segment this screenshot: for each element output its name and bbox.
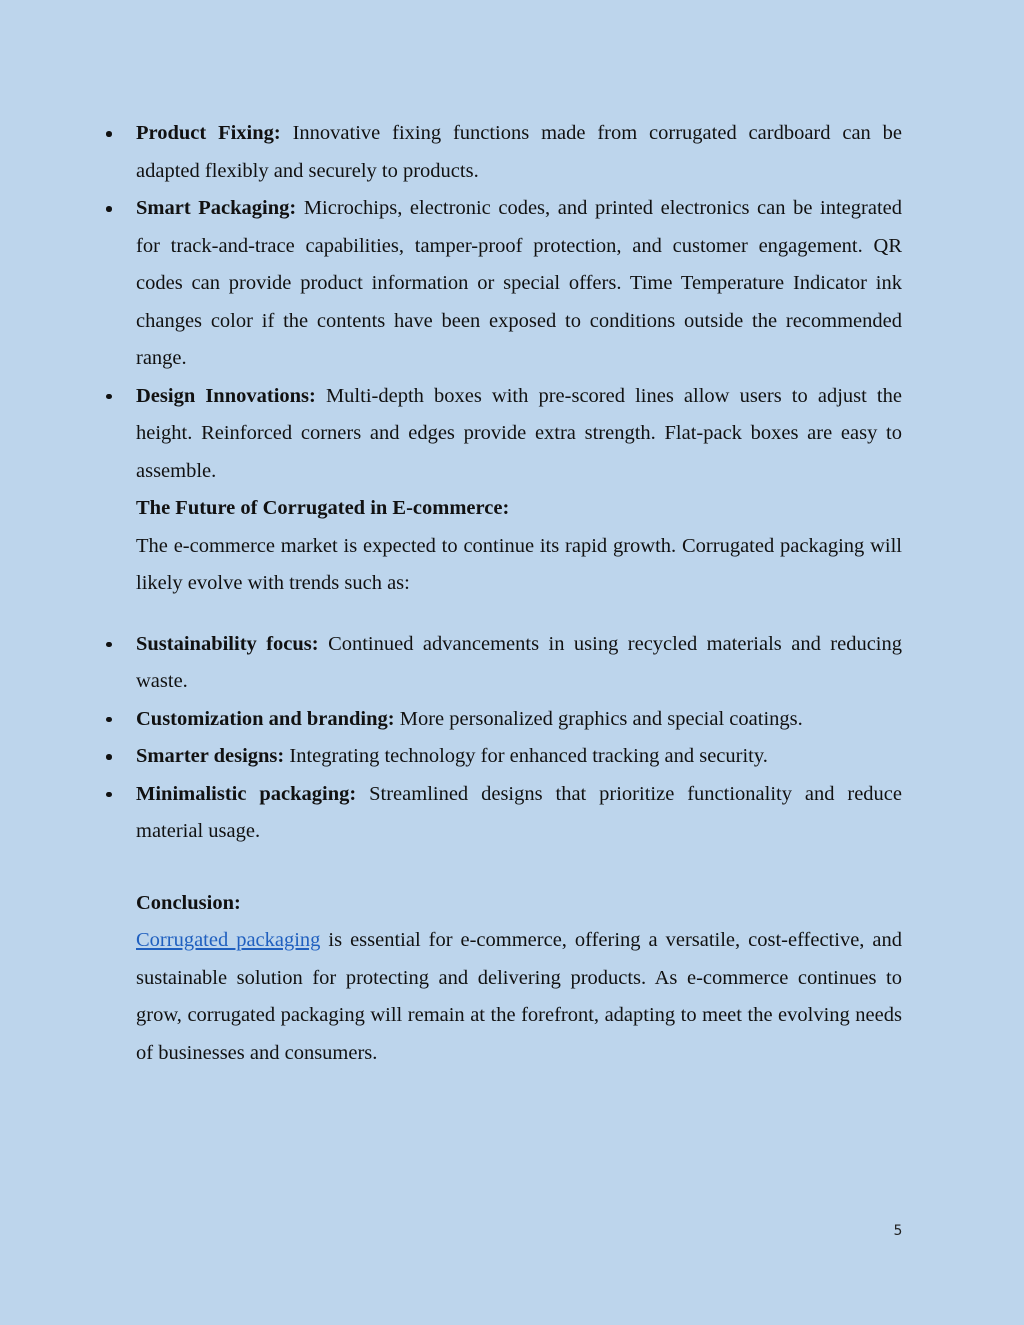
future-section-heading: The Future of Corrugated in E-commerce: (136, 497, 510, 519)
list-item-text: Microchips, electronic codes, and printed electronics can be integrated for track-and-trace capabilities, tamper-proof protection, and customer engagement. QR codes can provide product information or special offers. Time Temperature Indicator ink changes color if the contents have been exposed to conditions outside the recommended range. (136, 197, 902, 369)
list-item-text: Integrating technology for enhanced tracking and security. (289, 745, 768, 767)
list-item-term: Smarter designs: (136, 745, 285, 767)
conclusion-heading: Conclusion: (136, 891, 241, 914)
feature-bullet-list (136, 115, 902, 490)
list-item-text: More personalized graphics and special coatings. (399, 707, 803, 730)
list-item-term: Smart Packaging: (136, 197, 297, 219)
list-item-sustainability (136, 626, 902, 701)
conclusion-text: is essential for e-commerce, offering a versatile, cost-effective, and sustainable solution for protecting and delivering products. As e-commerce continues to grow, corrugated packaging will remain at the forefront, adapting to meet the evolving needs of businesses and consumers. (136, 929, 902, 1064)
corrugated-packaging-link[interactable]: Corrugated packaging (136, 929, 321, 951)
list-item-term: Product Fixing: (136, 122, 281, 144)
future-section-intro: The e-commerce market is expected to continue its rapid growth. Corrugated packaging will likely evolve with trends such as: (136, 534, 902, 594)
list-item-text: Continued advancements in using recycled materials and reducing waste. (136, 632, 902, 692)
list-item-term: Sustainability focus: (136, 632, 319, 655)
trends-bullet-list (136, 626, 902, 851)
list-item-term: Minimalistic packaging: (136, 782, 357, 805)
list-item-product-fixing (136, 115, 902, 190)
list-item-term: Customization and branding: (136, 707, 395, 730)
page-number: 5 (893, 1223, 903, 1239)
page-content (136, 115, 902, 1072)
list-item-term: Design Innovations: (136, 384, 316, 407)
list-item-text: Multi-depth boxes with pre-scored lines allow users to adjust the height. Reinforced corners and edges provide extra strength. Flat-pack boxes are easy to assemble. (136, 384, 902, 482)
list-item-minimalistic (136, 776, 902, 851)
conclusion-paragraph (136, 922, 902, 1072)
list-item-smart-packaging (136, 190, 902, 378)
list-item-customization (136, 701, 902, 739)
list-item-design-innovations (136, 378, 902, 491)
list-item-text: Streamlined designs that prioritize functionality and reduce material usage. (136, 782, 903, 842)
list-item-smarter-designs (136, 738, 902, 776)
list-item-text: Innovative fixing functions made from corrugated cardboard can be adapted flexibly and securely to products. (136, 122, 903, 182)
